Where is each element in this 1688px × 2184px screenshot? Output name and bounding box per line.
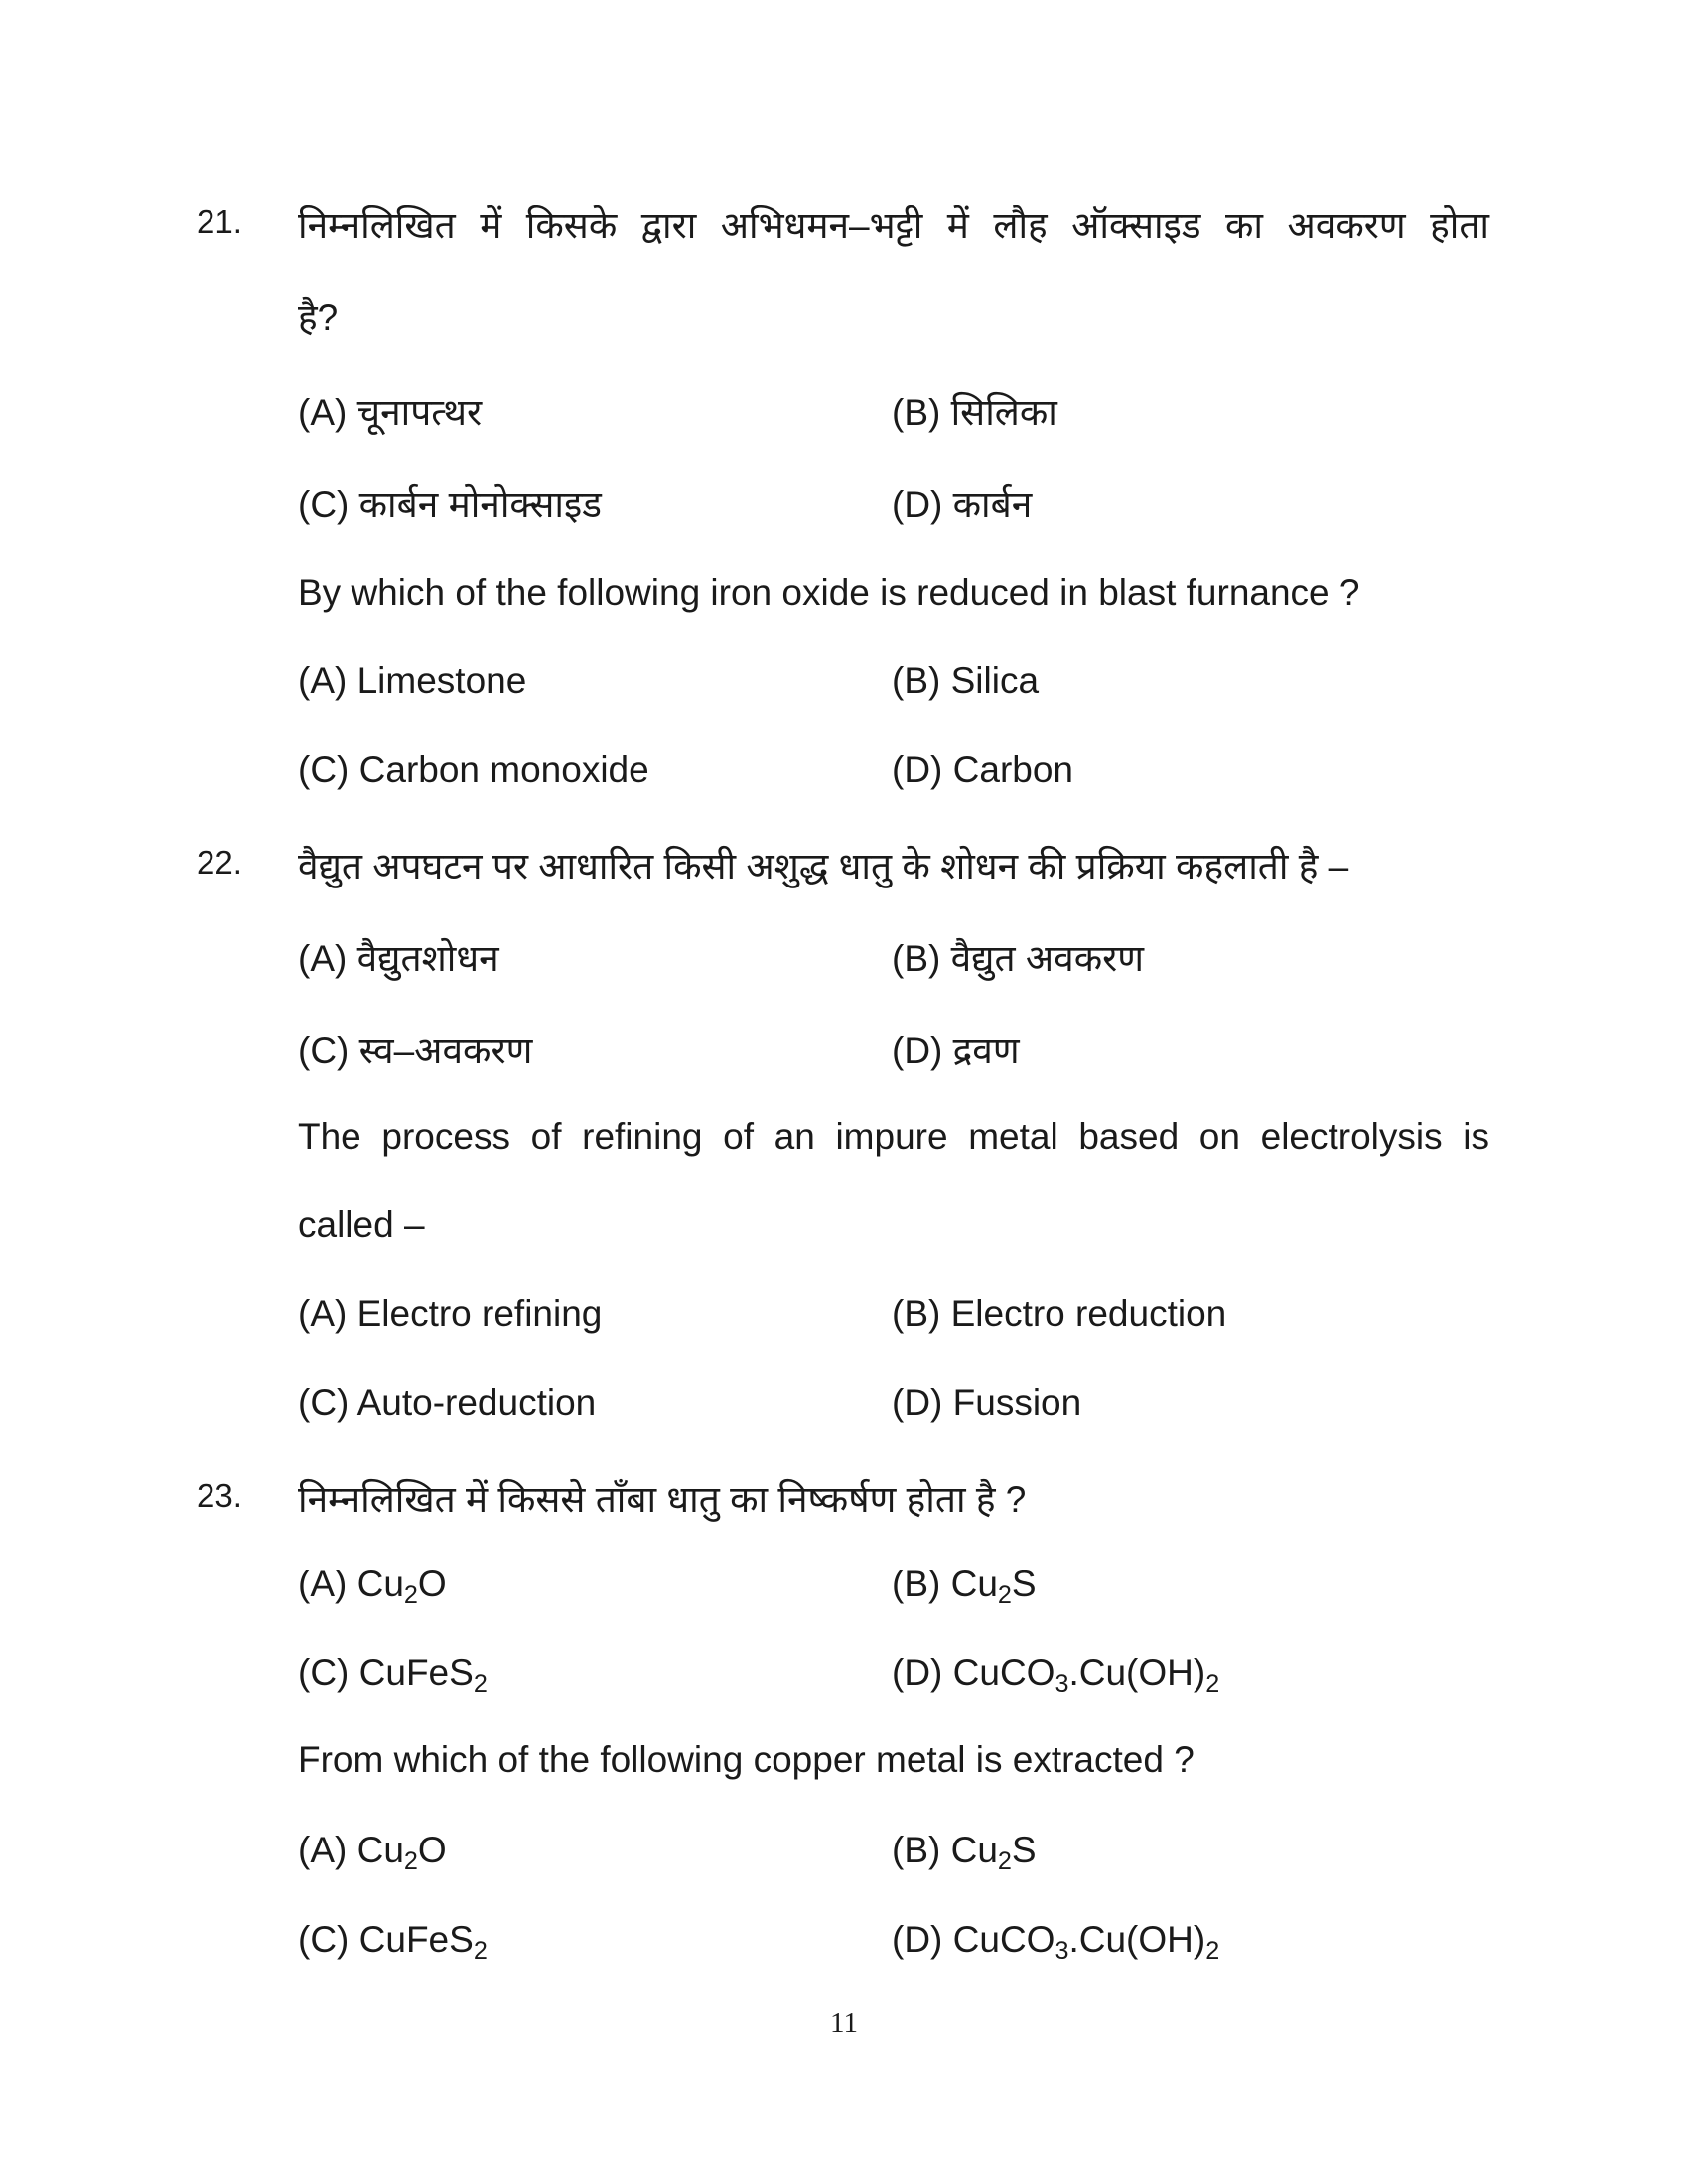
question-23-english: From which of the following copper metal is extracted ? — [298, 1739, 1195, 1780]
question-21-hindi-line2: है? — [298, 297, 339, 338]
question-22-english-line1: The process of refining of an impure metal based on electrolysis is — [298, 1116, 1489, 1157]
q21-english-option-a: (A) Limestone — [298, 660, 527, 701]
question-22-english-line2: called – — [298, 1204, 425, 1245]
q22-hindi-option-b: (B) वैद्युत अवकरण — [892, 938, 1144, 979]
q22-english-option-b: (B) Electro reduction — [892, 1294, 1227, 1334]
q23-hindi-option-b: (B) $Cu_2S$ — [892, 1564, 1037, 1610]
question-23-number: 23. — [197, 1477, 242, 1514]
q23-english-option-b: (B) $Cu_2S$ — [892, 1830, 1037, 1876]
question-22-number: 22. — [197, 844, 242, 881]
q21-english-option-c: (C) Carbon monoxide — [298, 750, 649, 790]
q22-english-option-a: (A) Electro refining — [298, 1294, 603, 1334]
q23-hindi-option-a: (A) $Cu_2O$ — [298, 1564, 447, 1610]
q21-hindi-option-d: (D) कार्बन — [892, 484, 1033, 525]
question-21-english: By which of the following iron oxide is reduced in blast furnance ? — [298, 572, 1360, 613]
question-22-hindi: वैद्युत अपघटन पर आधारित किसी अशुद्ध धातु के शोधन की प्रक्रिया कहलाती है – — [298, 846, 1349, 887]
q22-english-option-c: (C) Auto-reduction — [298, 1382, 597, 1423]
q23-hindi-option-c: (C) CuFeS$_2$ — [298, 1652, 488, 1699]
question-23-hindi: निम्नलिखित में किससे ताँबा धातु का निष्कर्षण होता है ? — [298, 1479, 1027, 1520]
q23-hindi-option-d: (D) $CuCO_3.Cu(OH)_2$ — [892, 1652, 1220, 1699]
q22-hindi-option-c: (C) स्व–अवकरण — [298, 1030, 533, 1071]
q22-hindi-option-d: (D) द्रवण — [892, 1030, 1020, 1071]
q21-english-option-b: (B) Silica — [892, 660, 1040, 701]
q21-english-option-d: (D) Carbon — [892, 750, 1073, 790]
q22-hindi-option-a: (A) वैद्युतशोधन — [298, 938, 499, 979]
question-21-number: 21. — [197, 204, 242, 240]
page-number: 11 — [830, 2007, 858, 2039]
q23-english-option-d: (D) $CuCO_3.Cu(OH)_2$ — [892, 1919, 1220, 1966]
question-21-hindi-line1: निम्नलिखित में किसके द्वारा अभिधमन–भट्टी में लौह ऑक्साइड का अवकरण होता — [298, 205, 1489, 246]
q23-english-option-c: (C) CuFeS$_2$ — [298, 1919, 488, 1966]
q21-hindi-option-c: (C) कार्बन मोनोक्साइड — [298, 484, 602, 525]
q21-hindi-option-b: (B) सिलिका — [892, 392, 1057, 433]
q23-english-option-a: (A) $Cu_2O$ — [298, 1830, 447, 1876]
q21-hindi-option-a: (A) चूनापत्थर — [298, 392, 483, 433]
q22-english-option-d: (D) Fussion — [892, 1382, 1082, 1423]
